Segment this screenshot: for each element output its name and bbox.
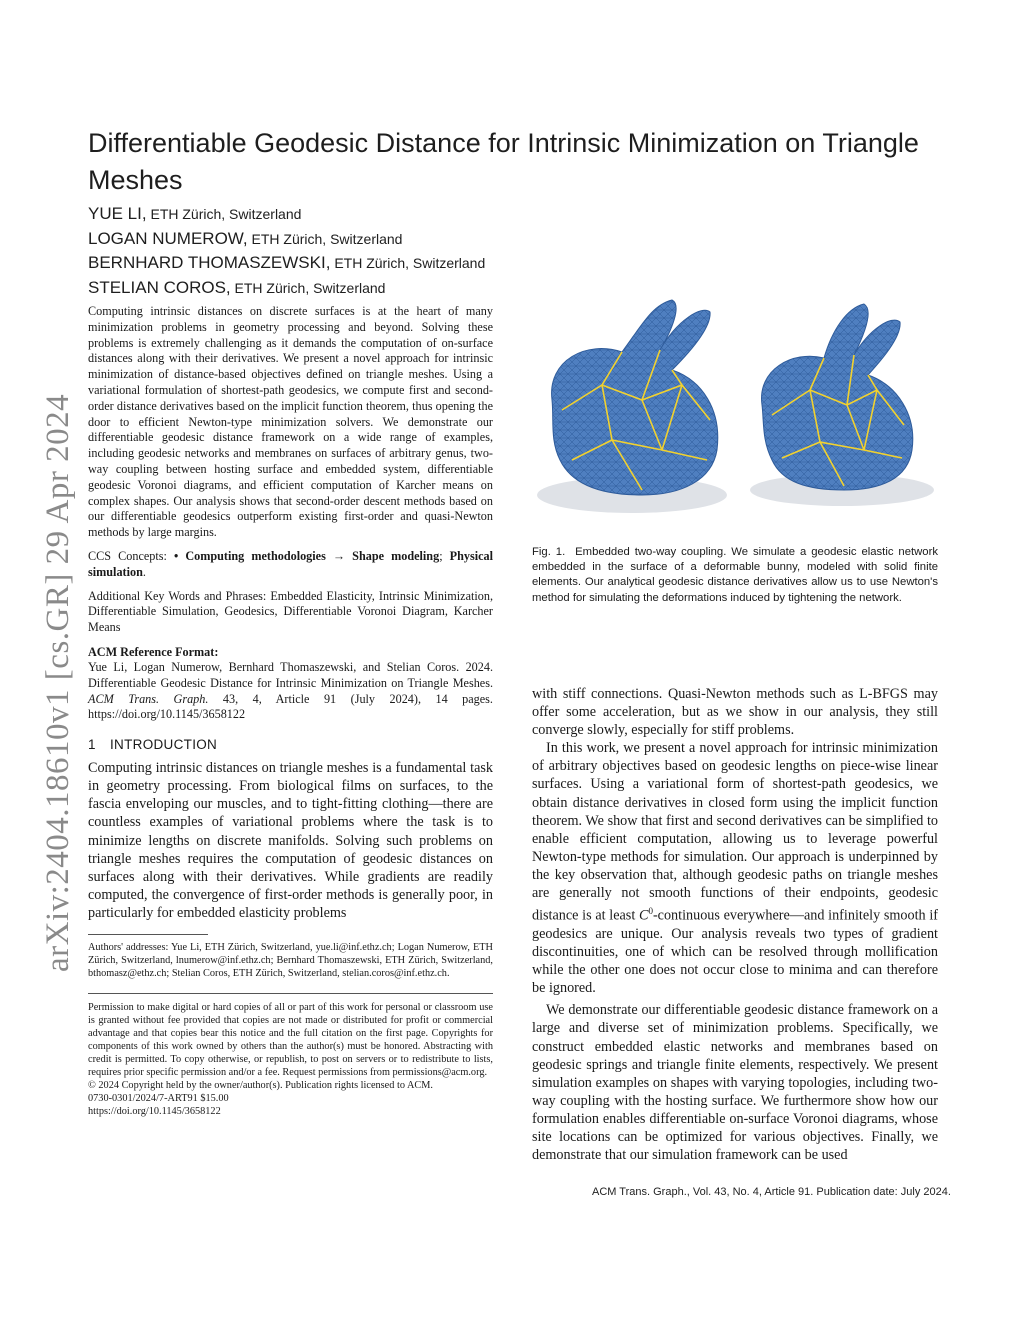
copyright: © 2024 Copyright held by the owner/author(s). Publication rights licensed to ACM.: [88, 1079, 434, 1091]
author: YUE LI, ETH Zürich, Switzerland: [88, 204, 302, 223]
paragraph: In this work, we present a novel approach for intrinsic minimization of arbitrary objectives based on geodesic lengths on piece-wise linear surfaces. Using a variational form of shortest-path geodesics, we obtain distance derivatives in closed form using the implicit function theorem. We show that first and second derivatives can be simplified to enable efficient computation, allowing us to leverage powerful Newton-type methods for simulation. Our approach is underpinned by the key observation that, although geodesic paths on triangle meshes are generally not smooth functions of their endpoints, geodesic distance is at least $C^0$-continuous everywhere—and infinitely smooth if geodesics are unique. Our analysis reveals two types of gradient discontinuities, one of which can be resolved through mollification while the other one does not occur close to minima and can therefore be ignored.: [532, 740, 938, 997]
author-list: [88, 202, 588, 300]
paragraph: with stiff connections. Quasi-Newton methods such as L-BFGS may offer some acceleration, but as we show in our analysis, they still converge slowly, especially for stiff problems.: [532, 686, 938, 739]
ccs-concepts: CCS Concepts: • Computing methodologies → Shape modeling; Physical simulation.: [88, 548, 494, 579]
permission-rule: [88, 993, 493, 994]
section-heading: 1 INTRODUCTION: [88, 737, 218, 753]
author: BERNHARD THOMASZEWSKI, ETH Zürich, Switzerland: [88, 253, 486, 272]
bunny-left: [552, 300, 718, 495]
figure-bunnies: [532, 290, 942, 530]
acm-reference: Yue Li, Logan Numerow, Bernhard Thomaszewski, and Stelian Coros. 2024. Differentiable Geodesic Distance for Intrinsic Minimization on Triangle Meshes. ACM Trans. Graph. 43, 4, Article 91 (July 2024), 14 pages. https://doi.org/10.1145/3658122: [88, 659, 493, 722]
abstract: Computing intrinsic distances on discrete surfaces is at the heart of many minimization problems in geometry processing and beyond. Solving these problems is extremely challenging as it demands the computation of on-surface distances along with their derivatives. We present a novel approach for intrinsic minimization of distance-based objectives defined on triangle meshes. Using a variational formulation of shortest-path geodesics, we compute first and second-order distance derivatives based on the implicit function theorem, thus opening the door to efficient Newton-type minimization solvers. We demonstrate our differentiable geodesic distance framework on a wide range of examples, including geodesic networks and membranes on surfaces of arbitrary genus, two-way coupling between hosting surface and embedded system, differentiable geodesic Voronoi diagrams, and efficient computation of Karcher means on complex shapes. Our analysis shows that second-order descent methods based on our differentiable geodesics outperform existing first-order and quasi-Newton methods by large margins.: [88, 304, 493, 540]
issn: 0730-0301/2024/7-ART91 $15.00: [88, 1092, 229, 1104]
right-column: [532, 685, 938, 1164]
paper-title: Differentiable Geodesic Distance for Intrinsic Minimization on Triangle Meshes: [88, 128, 919, 195]
authors-addresses: Authors' addresses: Yue Li, ETH Zürich, Switzerland, yue.li@inf.ethz.ch; Logan Numerow, ETH Zürich, Switzerland, lnumerow@inf.ethz.ch; Bernhard Thomaszewski, ETH Zürich, Switzerland, bthomasz@ethz.ch; Stelian Coros, ETH Zürich, Switzerland, stelian.coros@inf.ethz.ch.: [88, 941, 493, 979]
page-footer: ACM Trans. Graph., Vol. 43, No. 4, Article 91. Publication date: July 2024.: [592, 1186, 951, 1198]
paragraph: We demonstrate our differentiable geodesic distance framework on a large and diverse set of minimization problems. Specifically, we construct embedded elastic networks and membranes based on geodesic springs and triangle finite elements, respectively. We present simulation examples on shapes with varying topologies, including two-way coupling with the hosting surface. We furthermore show how our formulation enables differentiable on-surface Voronoi diagrams, whose site locations can be optimized for various objectives. Finally, we demonstrate that our simulation framework can be used: [532, 1002, 938, 1164]
arxiv-stamp: arXiv:2404.18610v1 [cs.GR] 29 Apr 2024: [40, 393, 76, 972]
intro-paragraph: Computing intrinsic distances on triangle meshes is a fundamental task in geometry processing. From biological films on surfaces, to the fascia enveloping our muscles, and to tight-fitting clothing—there are countless examples of variational problems where the task is to minimize lengths on discrete manifolds. Solving such problems on triangle meshes requires the computation of geodesic distances on surfaces along with their derivatives. While gradients are readily computed, the convergence of first-order methods is generally poor, in particularly for embedded elasticity problems: [88, 760, 493, 921]
left-column: [88, 304, 493, 1118]
permission-notice: Permission to make digital or hard copies of all or part of this work for personal or classroom use is granted without fee provided that copies are not made or distributed for profit or commercial advantage and that copies bear this notice and the full citation on the first page. Copyrights for components of this work owned by others than the author(s) must be honored. Abstracting with credit is permitted. To copy otherwise, or republish, to post on servers or to redistribute to lists, requires prior specific permission and/or a fee. Request permissions from permissions@acm.org.: [88, 1001, 493, 1078]
footnote-rule: [88, 934, 208, 935]
figure-caption: Fig. 1. Embedded two-way coupling. We simulate a geodesic elastic network embedded in the surface of a deformable bunny, modeled with solid finite elements. Our analytical geodesic distance derivatives allow us to use Newton's method for simulating the deformations induced by tightening the network.: [532, 546, 938, 604]
author: STELIAN COROS, ETH Zürich, Switzerland: [88, 277, 386, 297]
doi: https://doi.org/10.1145/3658122: [88, 1105, 221, 1117]
author: LOGAN NUMEROW, ETH Zürich, Switzerland: [88, 228, 403, 248]
keywords: Additional Key Words and Phrases: Embedded Elasticity, Intrinsic Minimization, Differentiable Simulation, Geodesics, Differentiable Voronoi Diagram, Karcher Means: [88, 588, 493, 635]
bunny-illustration: [532, 290, 942, 530]
bunny-right: [762, 304, 913, 490]
acm-reference-heading: ACM Reference Format:: [88, 644, 219, 659]
